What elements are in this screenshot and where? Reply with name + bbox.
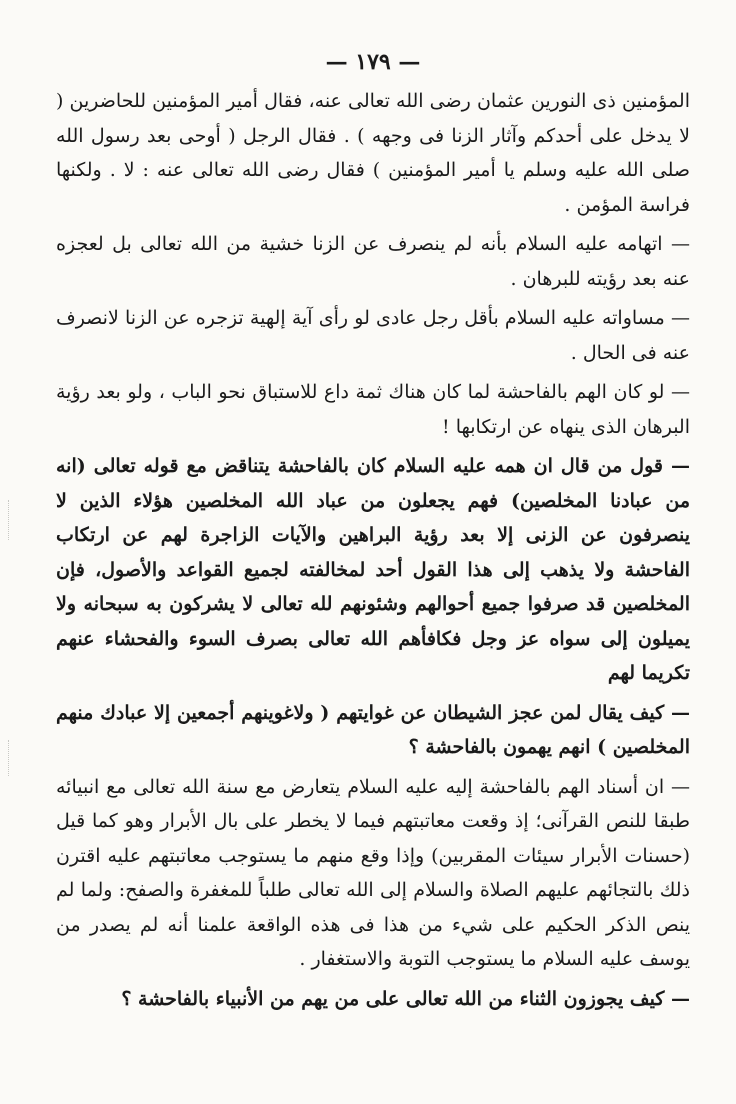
paragraph-point-satan-failed: — كيف يقال لمن عجز الشيطان عن غوايتهم ( ولاغوينهم أجمعين إلا عبادك منهم المخلصين ) انهم يهمون بالفاحشة ؟: [56, 701, 690, 758]
scan-margin-speckle: [8, 500, 23, 540]
paragraph-story-ending: المؤمنين ذى النورين عثمان رضى الله تعالى عنه، فقال أمير المؤمنين للحاضرين ( لا يدخل على أحدكم وآثار الزنا فى وجهه ) . فقال الرجل ( أوحى بعد رسول الله صلى الله عليه وسلم يا أمير المؤمنين ) فقال رضى الله تعالى عنه : لا . ولكنها فراسة المؤمن .: [56, 90, 690, 216]
paragraph-point-racing-door: — لو كان الهم بالفاحشة لما كان هناك ثمة داع للاستباق نحو الباب ، ولو بعد رؤية البرهان الذى ينهاه عن ارتكابها !: [56, 381, 690, 438]
paragraph-point-sincere-servants: — قول من قال ان همه عليه السلام كان بالفاحشة يتناقض مع قوله تعالى (انه من عبادنا المخلصين) فهم يجعلون من عباد الله المخلصين هؤلاء الذين لا ينصرفون عن الزنى إلا بعد رؤية البراهين والآيات الزاجرة لهم عن ارتكاب الفاحشة ولا يذهب إلى هذا القول أحد لمخالفته لجميع القواعد والأصول، فإن المخلصين قد صرفوا جميع أحوالهم وشئونهم لله تعالى لا يشركون به سبحانه ولا يميلون إلى سواه عز وجل فكافأهم الله تعالى بصرف السوء والفحشاء عنهم تكريما لهم: [56, 455, 690, 684]
page-body: [56, 84, 690, 1016]
paragraph-point-equating: — مساواته عليه السلام بأقل رجل عادى لو رأى آية إلهية تزجره عن الزنا لانصرف عنه فى الحال .: [56, 307, 690, 364]
paragraph-point-prophets-custom: — ان أسناد الهم بالفاحشة إليه عليه السلام يتعارض مع سنة الله تعالى مع انبيائه طبقا للنص القرآنى؛ إذ وقعت معاتبتهم فيما لا يخطر على بال الأبرار وهو كما قيل (حسنات الأبرار سيئات المقربين) وإذا وقع منهم ما يستوجب معاتبتهم عليه اقترن ذلك بالتجائهم عليهم الصلاة والسلام إلى الله تعالى طلباً للمغفرة والصفح: ولما لم ينص الذكر الحكيم على شيء من هذا فى هذه الواقعة علمنا أنه لم يصدر من يوسف عليه السلام ما يستوجب التوبة والاستغفار .: [56, 775, 690, 970]
paragraph-point-accusation: — اتهامه عليه السلام بأنه لم ينصرف عن الزنا خشية من الله تعالى بل لعجزه عنه بعد رؤيته للبرهان .: [56, 233, 690, 290]
scan-margin-speckle: [8, 740, 23, 776]
paragraph-point-praise: — كيف يجوزون الثناء من الله تعالى على من يهم من الأنبياء بالفاحشة ؟: [121, 987, 690, 1010]
page-number: — ١٧٩ —: [325, 49, 421, 75]
